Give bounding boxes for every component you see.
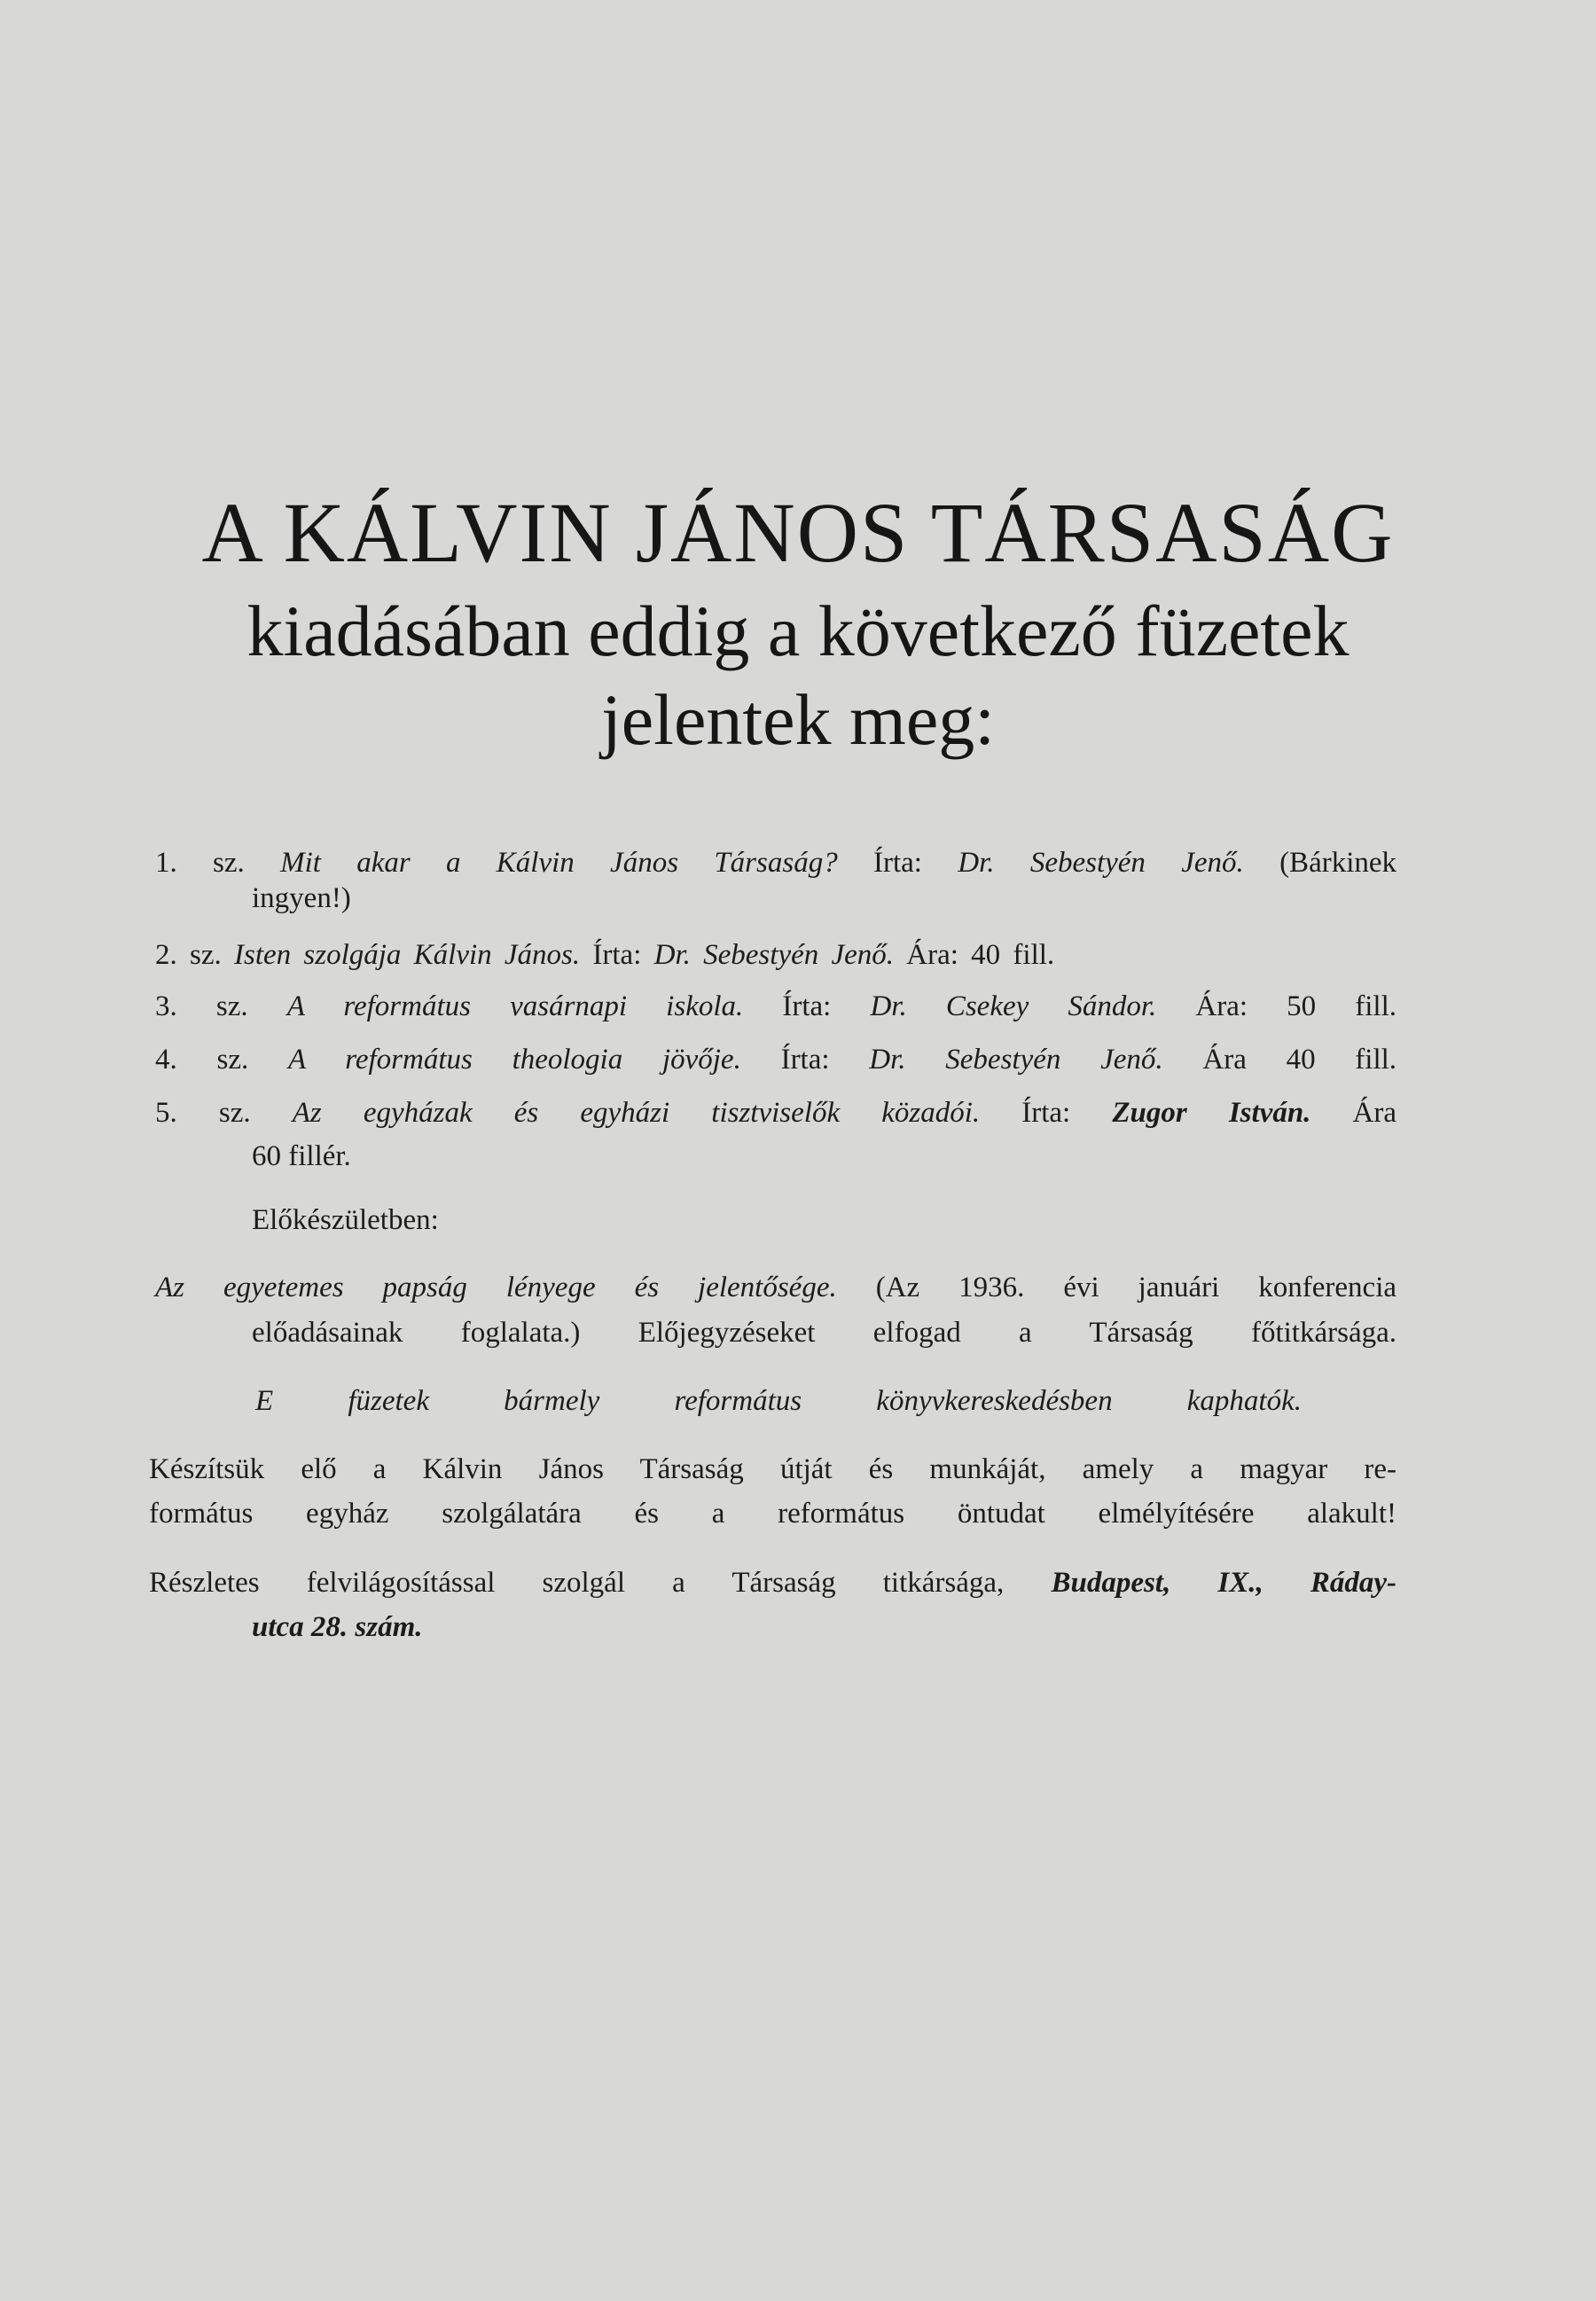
publication-title: A református theologia jövője. [287, 1044, 741, 1076]
publication-1-continuation: ingyen!) [252, 882, 351, 914]
publication-2: 2. sz. Isten szolgája Kálvin János. Írta: Dr. Sebestyén Jenő. Ára: 40 fill. [155, 939, 1055, 971]
publication-author: Zugor István. [1112, 1097, 1311, 1129]
publication-5: 5. sz. Az egyházak és egyházi tisztviselők közadói. Írta: Zugor István. Ára [155, 1097, 1397, 1129]
title-subtitle: kiadásában eddig a következő füzetek [246, 591, 1350, 671]
publication-4: 4. sz. A református theologia jövője. Írta: Dr. Sebestyén Jenő. Ára 40 fill. [155, 1044, 1397, 1076]
preparation-details: előadásainak foglalata.) Előjegyzéseket elfogad a Társaság főtitkársága. [252, 1317, 1396, 1349]
publication-author: Dr. Csekey Sándor. [870, 990, 1157, 1022]
publication-price: Ára: 40 fill. [906, 939, 1055, 971]
title-subtitle-end: jelentek meg: [601, 679, 995, 760]
publication-author: Dr. Sebestyén Jenő. [958, 847, 1244, 879]
publication-price: (Bárkinek [1279, 847, 1397, 879]
publication-title: A református vasárnapi iskola. [286, 990, 744, 1022]
publication-1: 1. sz. Mit akar a Kálvin János Társaság? Írta: Dr. Sebestyén Jenő. (Bárkinek [155, 847, 1397, 879]
publication-author: Dr. Sebestyén Jenő. [653, 939, 895, 971]
preparation-title-line: Az egyetemes papság lényege és jelentősége. (Az 1936. évi januári konferencia [155, 1272, 1397, 1303]
publication-price: Ára [1352, 1097, 1397, 1129]
appeal-line-1: Készítsük elő a Kálvin János Társaság útját és munkáját, amely a magyar re- [149, 1453, 1396, 1485]
contact-line-1: Részletes felvilágosítással szolgál a Társaság titkársága, Budapest, IX., Ráday- [149, 1567, 1397, 1599]
publication-title: Az egyházak és egyházi tisztviselők közadói. [292, 1097, 981, 1129]
contact-street: utca 28. szám. [252, 1611, 423, 1643]
title-society: A KÁLVIN JÁNOS TÁRSASÁG [201, 485, 1395, 580]
publication-price: Ára 40 fill. [1202, 1044, 1397, 1076]
publication-title: Mit akar a Kálvin János Társaság? [280, 847, 838, 879]
publication-price: Ára: 50 fill. [1195, 990, 1397, 1022]
contact-address: Budapest, IX., Ráday- [1051, 1567, 1397, 1599]
preparation-title: Az egyetemes papság lényege és jelentősége. [155, 1272, 837, 1303]
publication-3: 3. sz. A református vasárnapi iskola. Írta: Dr. Csekey Sándor. Ára: 50 fill. [155, 990, 1397, 1022]
availability-note: E füzetek bármely református könyvkereskedésben kaphatók. [255, 1385, 1302, 1417]
publication-5-continuation: 60 fillér. [252, 1140, 351, 1172]
publication-title: Isten szolgája Kálvin János. [234, 939, 581, 971]
preparation-heading: Előkészületben: [252, 1204, 439, 1236]
appeal-line-2: formátus egyház szolgálatára és a református öntudat elmélyítésére alakult! [149, 1498, 1396, 1530]
publication-author: Dr. Sebestyén Jenő. [869, 1044, 1163, 1076]
